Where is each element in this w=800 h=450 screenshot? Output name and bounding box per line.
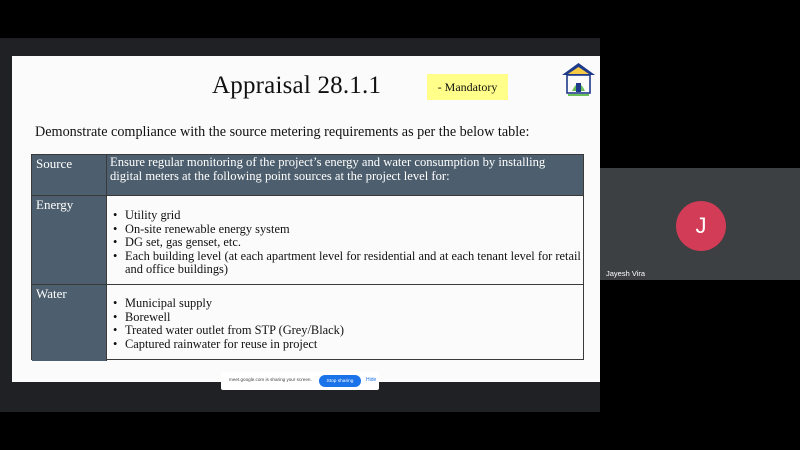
header-text-cell (107, 155, 583, 195)
water-label-cell (32, 285, 107, 361)
energy-label-cell (32, 196, 107, 284)
slide-intro: Demonstrate compliance with the source metering requirements as per the below table: (35, 124, 530, 140)
share-message: meet.google.com is sharing your screen. (229, 377, 312, 382)
mandatory-tag-text: - Mandatory (437, 79, 498, 94)
energy-items-cell: • Utility grid • On-site renewable energy system • DG set, gas genset, etc. • Each building level (at each apartment level for residential and at each tenant level for retail and office buildings) (113, 208, 581, 276)
water-label: Water (36, 286, 67, 301)
screen-share-bar (221, 372, 379, 390)
metering-table (31, 154, 584, 360)
bullet-icon: • (113, 248, 118, 263)
energy-label: Energy (36, 197, 74, 212)
avatar: J (676, 201, 726, 251)
bullet-icon: • (113, 221, 118, 236)
slide-title: Appraisal 28.1.1 (212, 72, 382, 99)
hide-link[interactable]: Hide (366, 377, 377, 383)
header-label-cell (32, 155, 107, 195)
table-header-row (32, 155, 583, 196)
mandatory-tag (427, 74, 508, 100)
header-label: Source (36, 156, 73, 171)
bullet-icon: • (113, 336, 118, 351)
bottom-bar (0, 412, 800, 450)
bullet-icon: • (113, 235, 118, 249)
participant-name: Jayesh Vira (606, 269, 646, 278)
table-row-energy (32, 196, 583, 285)
table-row-water (32, 285, 583, 361)
header-text: Ensure regular monitoring of the project’s energy and water consumption by installing digital meters at the following point sources at the project level for: (110, 155, 546, 183)
bullet-icon: • (113, 296, 118, 310)
bullet-icon: • (113, 323, 118, 337)
stop-sharing-button[interactable]: Stop sharing (319, 375, 361, 387)
bullet-icon: • (113, 309, 118, 324)
bullet-icon: • (113, 208, 118, 222)
water-items-cell: • Municipal supply • Borewell • Treated water outlet from STP (Grey/Black) • Captured rainwater for reuse in project (113, 296, 344, 351)
house-leaf-logo-icon (560, 61, 597, 99)
top-bar (0, 0, 800, 38)
